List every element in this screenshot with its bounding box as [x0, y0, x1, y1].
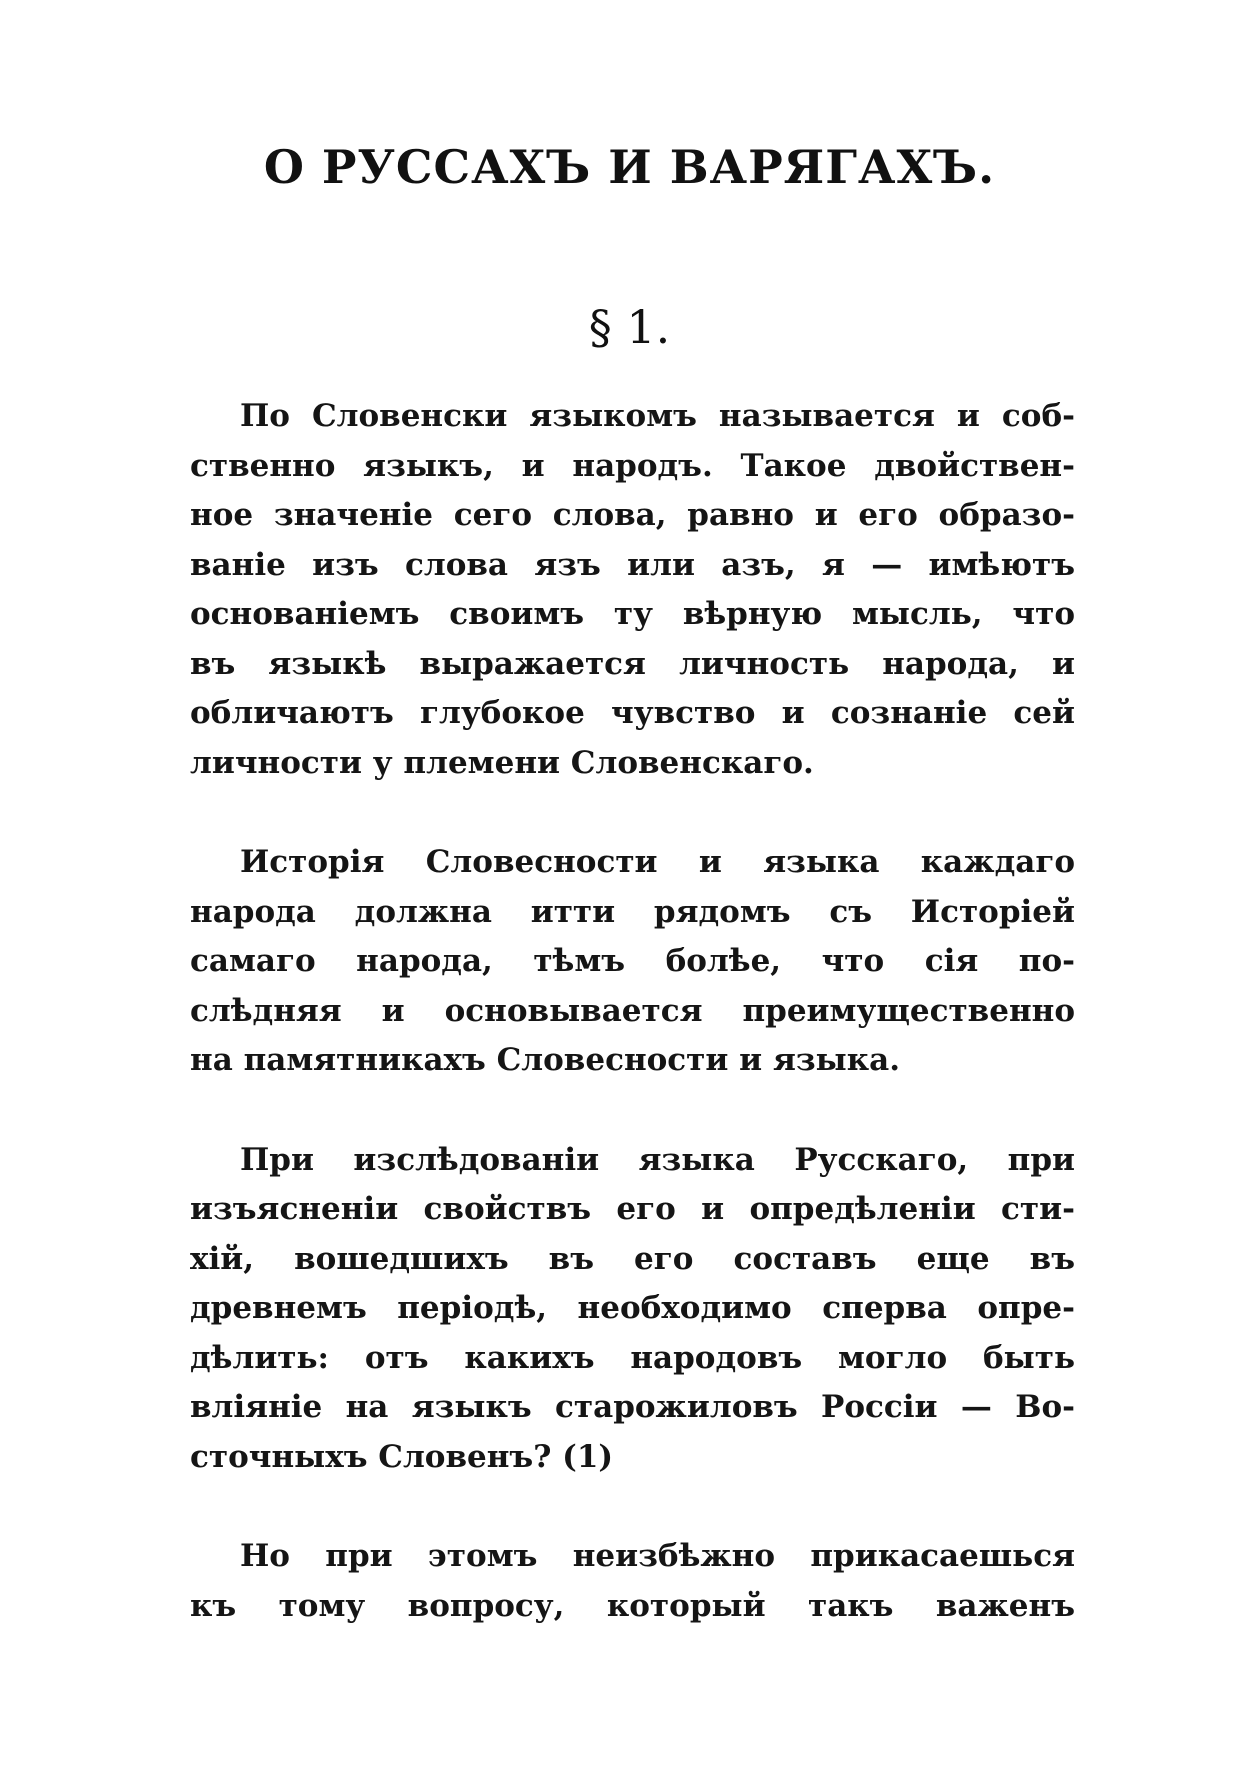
text-line: древнемъ періодѣ, необходимо сперва опре-	[190, 1290, 1075, 1326]
paragraph-3	[190, 1136, 1075, 1483]
paragraph-2	[190, 838, 1075, 1086]
text-line: По Словенски языкомъ называется и соб-	[240, 398, 1075, 434]
text-line: основаніемъ своимъ ту вѣрную мысль, что	[190, 596, 1075, 632]
text-line: ваніе изъ слова язъ или азъ, я — имѣютъ	[190, 546, 1075, 583]
text-line: самаго народа, тѣмъ болѣе, что сія по-	[190, 943, 1075, 979]
section-mark: § 1.	[588, 300, 671, 354]
text-line: При изслѣдованіи языка Русскаго, при	[240, 1141, 1075, 1178]
text-line: къ тому вопросу, который такъ важенъ	[190, 1587, 1075, 1624]
text-line: изъясненіи свойствъ его и опредѣленіи сти-	[190, 1191, 1075, 1227]
text-line: личности у племени Словенскаго.	[190, 744, 814, 781]
text-line: вліяніе на языкъ старожиловъ Россіи — Во-	[190, 1389, 1075, 1425]
text-line: въ языкѣ выражается личность народа, и	[190, 645, 1075, 682]
paragraph-4	[190, 1532, 1075, 1631]
text-line: ственно языкъ, и народъ. Такое двойствен-	[190, 447, 1075, 484]
text-line: обличаютъ глубокое чувство и сознаніе сей	[190, 695, 1075, 731]
text-line: хій, вошедшихъ въ его составъ еще въ	[190, 1240, 1075, 1277]
text-line: сточныхъ Словенъ? (1)	[190, 1438, 614, 1475]
text-line: слѣдняя и основывается преимущественно	[190, 992, 1075, 1029]
text-line: Исторія Словесности и языка каждаго	[240, 844, 1075, 880]
text-line: народа должна итти рядомъ съ Исторіей	[190, 893, 1075, 930]
body-text	[190, 392, 1075, 1681]
text-line: Но при этомъ неизбѣжно прикасаешься	[240, 1538, 1075, 1574]
paragraph-1	[190, 392, 1075, 788]
chapter-title: О РУССАХЪ И ВАРЯГАХЪ.	[263, 140, 996, 194]
text-line: дѣлить: отъ какихъ народовъ могло быть	[190, 1339, 1075, 1376]
text-line: ное значеніе сего слова, равно и его образо-	[190, 497, 1075, 533]
text-line: на памятникахъ Словесности и языка.	[190, 1042, 900, 1078]
